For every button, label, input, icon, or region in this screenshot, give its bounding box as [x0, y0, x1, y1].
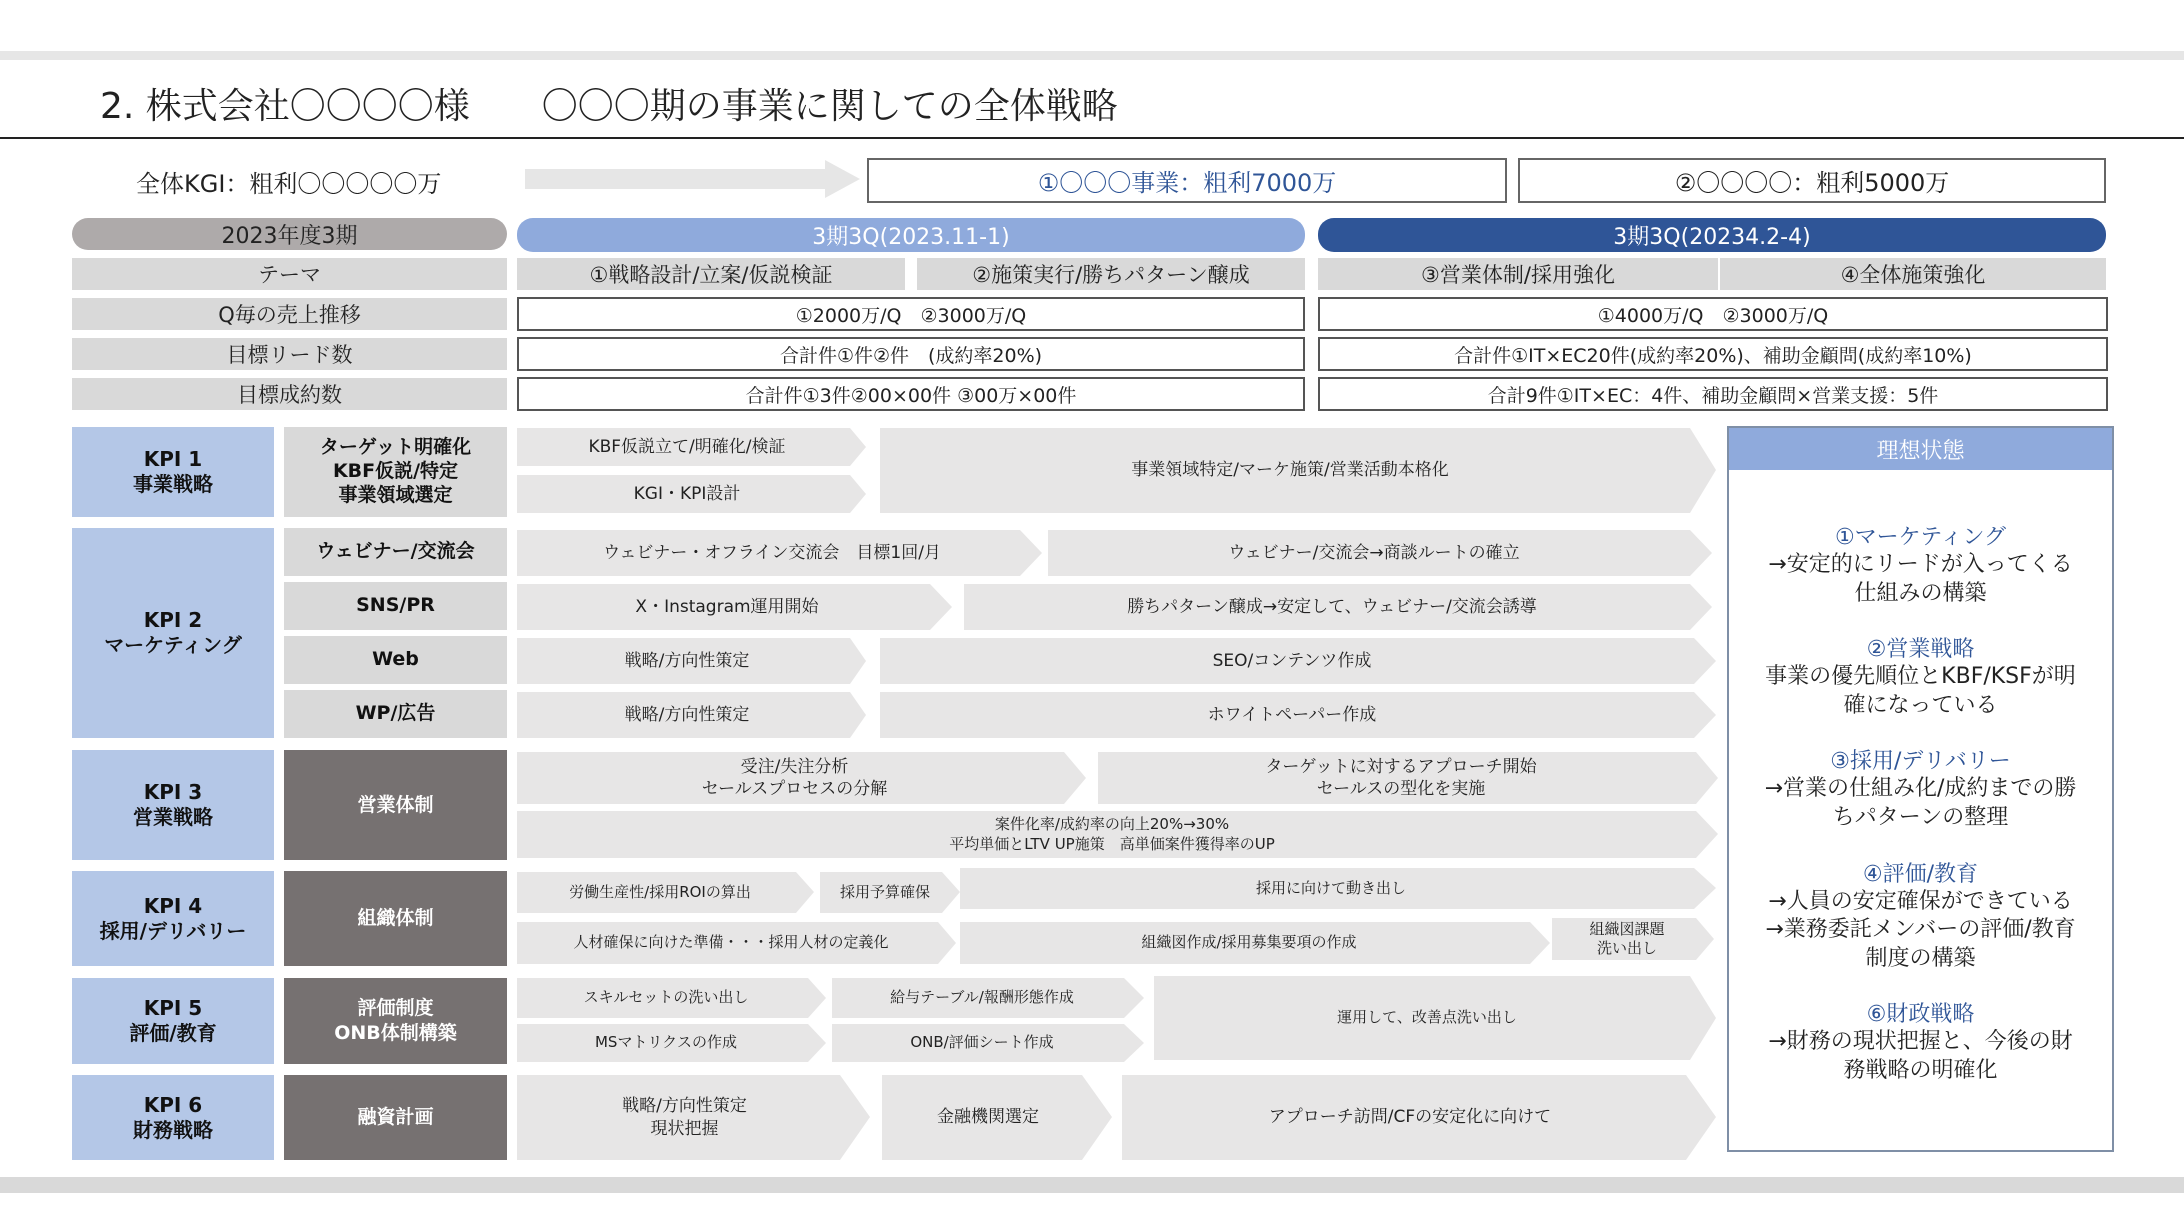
theme-2: ②施策実行/勝ちパターン醸成 [917, 258, 1305, 290]
bar-b5b-text: 給与テーブル/報酬形態作成 [890, 988, 1074, 1007]
ideal-text-sales: 事業の優先順位とKBF/KSFが明 確になっている [1765, 664, 2076, 718]
fiscal-period-label: 2023年度3期 [72, 218, 507, 250]
bar-b2c1-text: 戦略/方向性策定 [624, 650, 750, 671]
bar-b4c-text: 採用に向けて動き出し [1255, 878, 1406, 897]
kpi-1-label: KPI 1 事業戦略 [72, 427, 274, 517]
sub-org-structure: 組織体制 [284, 871, 507, 966]
bar-b2c2-text: SEO/コンテンツ作成 [1212, 650, 1372, 671]
kpi-3-label: KPI 3 営業戦略 [72, 750, 274, 860]
contracts-q3-value: 合計件①3件②00×00件 ③00万×00件 [517, 377, 1305, 411]
bar-b4e-text: 組織図作成/採用募集要項の作成 [1141, 933, 1357, 952]
sub-web: Web [284, 636, 507, 684]
bar-b4d-text: 人材確保に向けた準備・・・採用人材の定義化 [573, 933, 889, 952]
leads-row-label: 目標リード数 [72, 338, 507, 370]
ideal-heading-marketing: ①マーケティング [1834, 525, 2007, 550]
ideal-heading-finance: ⑥財政戦略 [1866, 1002, 1975, 1028]
bar-b2a2-text: ウェビナー/交流会→商談ルートの確立 [1228, 542, 1520, 563]
sub-webinar: ウェビナー/交流会 [284, 528, 507, 576]
contracts-row-label: 目標成約数 [72, 378, 507, 410]
bar-b2a1-text: ウェビナー・オフライン交流会 目標1回/月 [603, 542, 941, 563]
bar-b3b-text: ターゲットに対するアプローチ開始 セールスの型化を実施 [1265, 756, 1537, 799]
bar-b5e-text: 運用して、改善点洗い出し [1337, 1008, 1517, 1027]
sub-evaluation-onb: 評価制度 ONB体制構築 [284, 978, 507, 1064]
bar-b1b-text: KGI・KPI設計 [633, 483, 741, 504]
theme-row-label: テーマ [72, 258, 507, 290]
ideal-text-finance: →財務の現状把握と、今後の財 務戦略の明確化 [1768, 1029, 2073, 1083]
bar-b4b-text: 採用予算確保 [839, 882, 930, 901]
bar-b3a-text: 受注/失注分析 セールスプロセスの分解 [701, 756, 888, 799]
bar-b1a-text: KBF仮説立て/明確化/検証 [588, 436, 786, 457]
bar-b5a-text: スキルセットの洗い出し [583, 988, 749, 1007]
ideal-text-marketing: →安定的にリードが入ってくる 仕組みの構築 [1768, 552, 2073, 606]
bar-b2b2-text: 勝ちパターン醸成→安定して、ウェビナー/交流会誘導 [1127, 596, 1537, 617]
bar-b1c-text: 事業領域特定/マーケ施策/営業活動本格化 [1131, 460, 1449, 481]
ideal-state-title: 理想状態 [1729, 428, 2112, 470]
ideal-heading-evaluation: ④評価/教育 [1862, 861, 1979, 887]
ideal-heading-sales: ②営業戦略 [1866, 637, 1975, 663]
bar-b5d-text: ONB/評価シート作成 [910, 1033, 1054, 1052]
bar-b3c-text: 案件化率/成約率の向上20%→30% 平均単価とLTV UP施策 高単価案件獲得率のUP [949, 815, 1275, 853]
leads-q3-value: 合計件①件②件 (成約率20%) [517, 337, 1305, 371]
page-title: 2. 株式会社〇〇〇〇様 〇〇〇期の事業に関しての全体戦略 [100, 86, 1118, 127]
theme-4: ④全体施策強化 [1720, 258, 2106, 290]
sales-row-label: Q毎の売上推移 [72, 298, 507, 330]
kgi-label: 全体KGI：粗利〇〇〇〇〇万 [136, 170, 442, 198]
kgi-box-2: ②〇〇〇〇：粗利5000万 [1518, 158, 2106, 203]
sub-wp-ads: WP/広告 [284, 690, 507, 738]
sub-target-definition: ターゲット明確化 KBF仮説/特定 事業領域選定 [284, 427, 507, 517]
kpi-4-label: KPI 4 採用/デリバリー [72, 871, 274, 966]
bar-b6a-text: 戦略/方向性策定 現状把握 [622, 1096, 747, 1139]
ideal-text-hiring: →営業の仕組み化/成約までの勝 ちパターンの整理 [1764, 776, 2077, 830]
leads-q4-value: 合計件①IT×EC20件(成約率20%)、補助金顧問(成約率10%) [1318, 337, 2108, 371]
ideal-text-evaluation: →人員の安定確保ができている →業務委託メンバーの評価/教育 制度の構築 [1765, 888, 2076, 971]
bar-b2d1-text: 戦略/方向性策定 [624, 704, 750, 725]
ideal-state-panel [1727, 426, 2114, 1152]
sub-sales-structure: 営業体制 [284, 750, 507, 860]
theme-3: ③営業体制/採用強化 [1318, 258, 1718, 290]
sub-sns-pr: SNS/PR [284, 582, 507, 630]
sub-financing-plan: 融資計画 [284, 1075, 507, 1160]
ideal-heading-hiring: ③採用/デリバリー [1830, 749, 2011, 775]
bar-b6c-text: アプローチ訪問/CFの安定化に向けて [1268, 1107, 1552, 1128]
q3-period-label: 3期3Q(2023.11-1) [517, 218, 1305, 252]
contracts-q4-value: 合計9件①IT×EC：4件、補助金顧問×営業支援：5件 [1318, 377, 2108, 411]
q4-period-label: 3期3Q(20234.2-4) [1318, 218, 2106, 252]
kpi-5-label: KPI 5 評価/教育 [72, 978, 274, 1064]
theme-1: ①戦略設計/立案/仮説検証 [517, 258, 905, 290]
sales-q3-value: ①2000万/Q ②3000万/Q [517, 297, 1305, 331]
sales-q4-value: ①4000万/Q ②3000万/Q [1318, 297, 2108, 331]
bar-b2d2-text: ホワイトペーパー作成 [1207, 704, 1377, 725]
kgi-box-1: ①〇〇〇事業：粗利7000万 [867, 158, 1507, 203]
bar-b4a-text: 労働生産性/採用ROIの算出 [569, 882, 751, 901]
bar-b5c-text: MSマトリクスの作成 [594, 1033, 737, 1052]
bar-b6b-text: 金融機関選定 [937, 1107, 1039, 1128]
kpi-2-label: KPI 2 マーケティング [72, 528, 274, 738]
bar-b4f-text: 組織図課題 洗い出し [1589, 919, 1665, 957]
bar-b2b1-text: X・Instagram運用開始 [635, 596, 819, 617]
kpi-6-label: KPI 6 財務戦略 [72, 1075, 274, 1160]
bottom-accent-bar [0, 1177, 2184, 1193]
